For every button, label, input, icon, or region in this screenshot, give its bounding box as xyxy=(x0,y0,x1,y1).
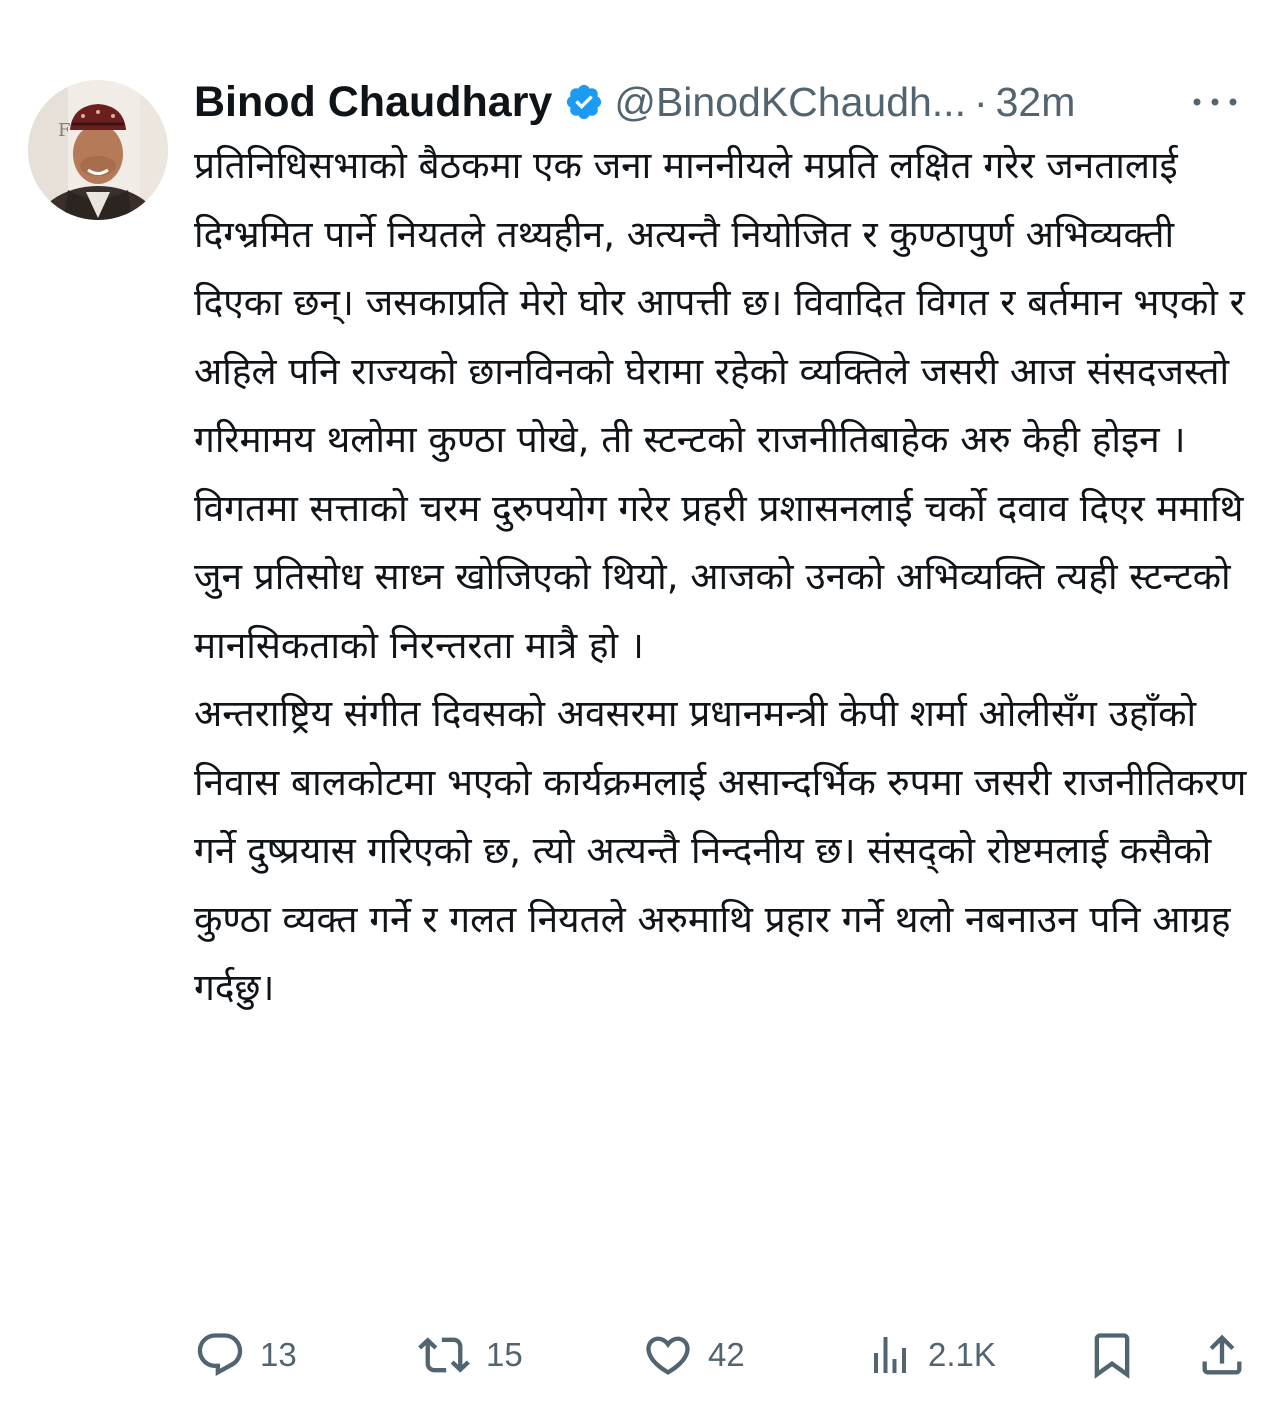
repost-icon xyxy=(416,1329,472,1381)
avatar-image xyxy=(28,80,168,220)
repost-button[interactable] xyxy=(416,1325,523,1385)
tweet-paragraph: विगतमा सत्ताको चरम दुरुपयोग गरेर प्रहरी प्रशासनलाई चर्को दवाव दिएर ममाथि जुन प्रतिसोध साध्न खोजिएको थियो, आजको उनको अभिव्यक्ति त्यही स्टन्टको मानसिकताको निरन्तरता मात्रै हो । xyxy=(194,486,1244,667)
tweet-paragraph: अन्तराष्ट्रिय संगीत दिवसको अवसरमा प्रधानमन्त्री केपी शर्मा ओलीसँग उहाँको निवास बालकोटमा भएको कार्यक्रमलाई असान्दर्भिक रुपमा जसरी राजनीतिकरण गर्ने दुष्प्रयास गरिएको छ, त्यो अत्यन्तै निन्दनीय छ। संसद्को रोष्टमलाई कसैको कुण्ठा व्यक्त गर्ने र गलत नियतले अरुमाथि प्रहार गर्ने थलो नबनाउन पनि आग्रह गर्दछु। xyxy=(194,692,1247,1009)
tweet-actions xyxy=(194,1325,1254,1385)
bookmark-button[interactable] xyxy=(1086,1325,1138,1385)
author-handle[interactable]: @BinodKChaudh... xyxy=(614,78,966,125)
tweet-header xyxy=(194,72,1264,132)
views-icon xyxy=(866,1329,914,1381)
bookmark-icon xyxy=(1086,1329,1138,1381)
avatar[interactable] xyxy=(28,80,168,220)
share-button[interactable] xyxy=(1196,1325,1248,1385)
more-icon[interactable] xyxy=(1188,82,1242,122)
like-button[interactable] xyxy=(642,1325,745,1385)
like-count: 42 xyxy=(708,1336,745,1373)
repost-count: 15 xyxy=(486,1336,523,1373)
reply-count: 13 xyxy=(260,1336,297,1373)
reply-button[interactable] xyxy=(194,1325,297,1385)
separator: · xyxy=(973,78,988,125)
share-icon xyxy=(1196,1329,1248,1381)
views-count: 2.1K xyxy=(928,1336,996,1373)
heart-icon xyxy=(642,1329,694,1381)
svg-text:F: F xyxy=(58,120,71,141)
views-button[interactable] xyxy=(866,1325,996,1385)
reply-icon xyxy=(194,1329,246,1381)
author-name[interactable]: Binod Chaudhary xyxy=(194,77,553,126)
tweet-paragraph: प्रतिनिधिसभाको बैठकमा एक जना माननीयले मप्रति लक्षित गरेर जनतालाई दिग्भ्रमित पार्ने नियतले तथ्यहीन, अत्यन्तै नियोजित र कुण्ठापुर्ण अभिव्यक्ती दिएका छन्। जसकाप्रति मेरो घोर आपत्ती छ। विवादित विगत र बर्तमान भएको र अहिले पनि राज्यको छानविनको घेरामा रहेको व्यक्तिले जसरी आज संसदजस्तो गरिमामय थलोमा कुण्ठा पोखे, ती स्टन्टको राजनीतिबाहेक अरु केही होइन । xyxy=(194,144,1245,461)
tweet-text xyxy=(194,132,1269,1023)
verified-badge-icon xyxy=(564,82,604,122)
timestamp[interactable]: 32m xyxy=(995,78,1076,125)
